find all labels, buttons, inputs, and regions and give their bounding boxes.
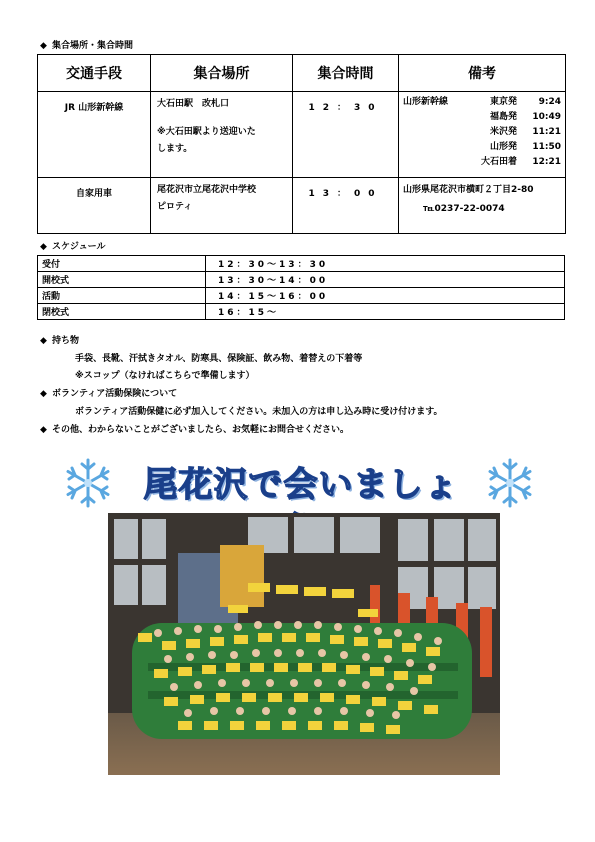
train-time: 11:21	[532, 127, 561, 137]
diamond-bullet-icon: ◆	[40, 336, 47, 346]
timetable-row	[403, 125, 561, 140]
meeting-table	[37, 54, 566, 234]
schedule-time: 16：15～	[206, 304, 565, 320]
group-photo	[108, 513, 500, 775]
schedule-label: 受付	[38, 256, 206, 272]
belongings-text: 手袋、長靴、汗拭きタオル、防寒具、保険証、飲み物、着替えの下着等	[75, 354, 363, 364]
banner-title: 尾花沢で会いましょ	[143, 465, 459, 505]
snowflake-icon	[484, 457, 536, 509]
time-cell: 13：00	[293, 178, 399, 234]
section-heading-meeting: ◆ 集合場所・集合時間	[40, 41, 134, 51]
insurance-text: ボランティア活動保健に必ず加入してください。未加入の方は申し込み時に受け付けます。	[75, 407, 443, 417]
table-row	[38, 288, 565, 304]
address-line: 山形県尾花沢市横町２丁目2-80	[403, 185, 534, 195]
notes-cell	[399, 92, 566, 178]
schedule-label: 開校式	[38, 272, 206, 288]
table-row	[38, 178, 566, 234]
station: 米沢発	[489, 127, 517, 137]
place-line: ピロティ	[157, 202, 193, 212]
timetable-row	[403, 110, 561, 125]
section-heading-insurance: ◆ ボランティア活動保険について	[40, 389, 178, 399]
diamond-bullet-icon: ◆	[40, 242, 47, 252]
station: 福島発	[489, 112, 517, 122]
place-line: します。	[157, 144, 193, 154]
diamond-bullet-icon: ◆	[40, 389, 47, 399]
train-timetable	[403, 95, 561, 170]
header-time: 集合時間	[293, 55, 399, 92]
belongings-note: ※スコップ（なければこちらで準備します）	[75, 371, 255, 381]
timetable-row	[403, 140, 561, 155]
schedule-time: 12：30～13：30	[206, 256, 565, 272]
table-row	[38, 256, 565, 272]
mode-cell: JR 山形新幹線	[38, 92, 151, 178]
schedule-table	[37, 255, 565, 320]
station: 大石田着	[480, 157, 517, 167]
banner	[60, 457, 540, 513]
place-line: 尾花沢市立尾花沢中学校	[157, 185, 257, 195]
place-cell	[151, 178, 293, 234]
diamond-bullet-icon: ◆	[40, 41, 47, 51]
snowflake-icon	[62, 457, 114, 509]
table-row	[38, 304, 565, 320]
place-cell	[151, 92, 293, 178]
schedule-label: 閉校式	[38, 304, 206, 320]
notes-prefix: 山形新幹線	[403, 97, 449, 107]
station: 東京発	[489, 97, 517, 107]
table-row	[38, 272, 565, 288]
place-spacer	[157, 113, 286, 124]
notes-cell	[399, 178, 566, 234]
group-photo-illustration	[108, 513, 500, 775]
train-time: 11:50	[532, 142, 561, 152]
place-line: ※大石田駅より送迎いた	[157, 127, 256, 137]
place-line: 大石田駅 改札口	[157, 99, 230, 109]
train-time: 12:21	[532, 157, 561, 167]
schedule-time: 14：15～16：00	[206, 288, 565, 304]
header-place: 集合場所	[151, 55, 293, 92]
header-mode: 交通手段	[38, 55, 151, 92]
timetable-row	[403, 95, 561, 110]
station: 山形発	[489, 142, 517, 152]
schedule-time: 13：30～14：00	[206, 272, 565, 288]
phone-line: ℡0237-22-0074	[423, 204, 505, 214]
header-notes: 備考	[399, 55, 566, 92]
train-time: 9:24	[538, 97, 561, 107]
time-cell: 12：30	[293, 92, 399, 178]
section-heading-schedule: ◆ スケジュール	[40, 242, 106, 252]
section-heading-contact: ◆ その他、わからないことがございましたら、お気軽にお問合せください。	[40, 425, 350, 435]
section-heading-belongings: ◆ 持ち物	[40, 336, 80, 346]
train-time: 10:49	[532, 112, 561, 122]
diamond-bullet-icon: ◆	[40, 425, 47, 435]
meeting-table-header	[38, 55, 566, 92]
timetable-row	[403, 155, 561, 170]
table-row	[38, 92, 566, 178]
mode-cell: 自家用車	[38, 178, 151, 234]
schedule-label: 活動	[38, 288, 206, 304]
